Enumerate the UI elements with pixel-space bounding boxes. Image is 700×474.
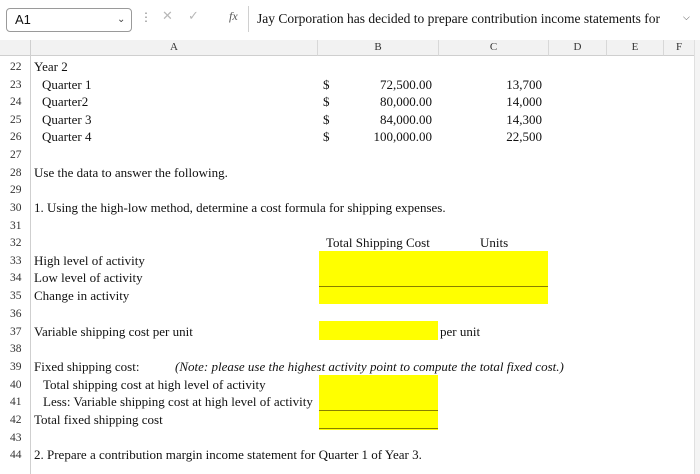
row-header-44[interactable]: 44 (10, 449, 22, 461)
variable-cost-label: Variable shipping cost per unit (34, 324, 193, 339)
column-header-c[interactable]: C (439, 40, 549, 56)
total-shipping-cost-header: Total Shipping Cost (326, 235, 430, 250)
expand-formula-bar-icon[interactable]: ⌵ (683, 13, 690, 23)
per-unit-label: per unit (440, 324, 481, 339)
amount-cell[interactable]: 100,000.00 (373, 129, 432, 144)
row-header-24[interactable]: 24 (10, 96, 22, 108)
dollar-sign: $ (323, 129, 330, 144)
units-cell[interactable]: 14,000 (506, 94, 542, 109)
subtotal-underline (319, 410, 438, 411)
units-cell[interactable]: 13,700 (506, 77, 542, 92)
dollar-sign: $ (323, 77, 330, 92)
variable-cost-input[interactable] (319, 321, 438, 340)
units-cell[interactable]: 22,500 (506, 129, 542, 144)
row-header-32[interactable]: 32 (10, 237, 22, 249)
cancel-icon[interactable]: ✕ (162, 9, 173, 24)
high-cost-input[interactable] (319, 269, 438, 286)
question-1-text: 1. Using the high-low method, determine a cost formula for shipping expenses. (34, 200, 446, 215)
change-activity-label: Change in activity (34, 288, 130, 303)
dollar-sign: $ (323, 112, 330, 127)
column-header-b[interactable]: B (318, 40, 439, 56)
column-header-d[interactable]: D (549, 40, 607, 56)
row-header-27[interactable]: 27 (10, 149, 22, 161)
quarter-label: Quarter2 (42, 94, 89, 109)
instruction-text: Use the data to answer the following. (34, 165, 228, 180)
name-box[interactable] (6, 8, 132, 32)
units-header: Units (480, 235, 509, 250)
total-fixed-cost-label: Total fixed shipping cost (34, 412, 163, 427)
sum-underline (319, 286, 548, 287)
row-header-39[interactable]: 39 (10, 361, 22, 373)
units-cell[interactable]: 14,300 (506, 112, 542, 127)
more-options-icon[interactable]: ⋮ (140, 10, 152, 24)
quarter-label: Quarter 3 (42, 112, 92, 127)
year-label: Year 2 (34, 59, 68, 74)
high-activity-label: High level of activity (34, 253, 145, 268)
name-box-value: A1 (15, 12, 31, 27)
variable-cost-high-label: Less: Variable shipping cost at high level of activity (43, 394, 313, 409)
row-header-37[interactable]: 37 (10, 326, 22, 338)
total-fixed-cost-input[interactable] (319, 411, 438, 429)
row-header-38[interactable]: 38 (10, 343, 22, 355)
row-header-23[interactable]: 23 (10, 79, 22, 91)
row-header-40[interactable]: 40 (10, 379, 22, 391)
quarter-label: Quarter 1 (42, 77, 92, 92)
row-header-25[interactable]: 25 (10, 114, 22, 126)
row-header-26[interactable]: 26 (10, 131, 22, 143)
formula-input[interactable] (248, 6, 691, 32)
row-header-22[interactable]: 22 (10, 61, 22, 73)
select-all-corner[interactable] (0, 40, 31, 56)
low-activity-label: Low level of activity (34, 270, 143, 285)
column-header-f[interactable]: F (664, 40, 695, 56)
row-header-34[interactable]: 34 (10, 272, 22, 284)
column-header-e[interactable]: E (607, 40, 664, 56)
vertical-scrollbar[interactable] (694, 40, 700, 474)
amount-cell[interactable]: 72,500.00 (380, 77, 432, 92)
fixed-cost-label: Fixed shipping cost: (34, 359, 140, 374)
row-header-33[interactable]: 33 (10, 255, 22, 267)
confirm-check-icon[interactable]: ✓ (188, 9, 199, 24)
row-header-28[interactable]: 28 (10, 167, 22, 179)
insert-function-icon[interactable]: fx (229, 9, 238, 23)
question-2-text: 2. Prepare a contribution margin income statement for Quarter 1 of Year 3. (34, 447, 422, 462)
formula-text: Jay Corporation has decided to prepare contribution income statements for (257, 11, 661, 26)
high-units-input[interactable] (439, 269, 548, 286)
row-header-29[interactable]: 29 (10, 184, 22, 196)
fixed-cost-note: (Note: please use the highest activity point to compute the total fixed cost.) (175, 359, 564, 374)
total-underline (319, 428, 438, 429)
row-header-41[interactable]: 41 (10, 396, 22, 408)
formula-bar (0, 0, 700, 41)
row-gutter-border (30, 55, 31, 474)
row-header-43[interactable]: 43 (10, 432, 22, 444)
quarter-label: Quarter 4 (42, 129, 92, 144)
row-header-35[interactable]: 35 (10, 290, 22, 302)
dollar-sign: $ (323, 94, 330, 109)
row-header-31[interactable]: 31 (10, 220, 22, 232)
row-header-42[interactable]: 42 (10, 414, 22, 426)
row-header-36[interactable]: 36 (10, 308, 22, 320)
variable-cost-high-input[interactable] (319, 393, 438, 411)
column-header-a[interactable]: A (31, 40, 318, 56)
amount-cell[interactable]: 84,000.00 (380, 112, 432, 127)
total-cost-high-input[interactable] (319, 375, 438, 393)
chevron-down-icon[interactable]: ⌄ (117, 14, 126, 25)
row-header-30[interactable]: 30 (10, 202, 22, 214)
total-cost-high-label: Total shipping cost at high level of activity (43, 377, 266, 392)
amount-cell[interactable]: 80,000.00 (380, 94, 432, 109)
